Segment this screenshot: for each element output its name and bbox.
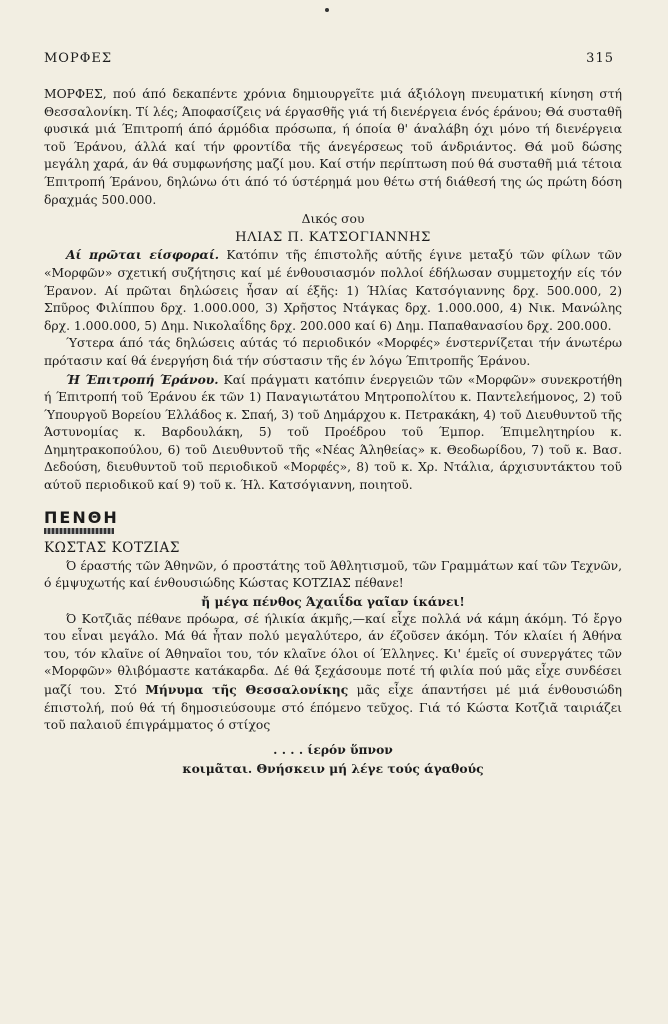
obituary-body [44, 611, 622, 735]
committee-lead: Ή Έπιτροπή Έράνου. [66, 371, 219, 387]
obituary-quote: ἤ μέγα πένθος Άχαιΐδα γαῖαν ίκάνει! [201, 594, 465, 610]
page-number: 315 [586, 51, 614, 66]
printer-dot [325, 8, 329, 12]
letter-closing: Δικός σου [301, 212, 365, 227]
later-paragraph: Ύστερα άπό τάς δηλώσεις αύτάς τό περιοδικόν «Μορφές» ένστερνίζεται τήν άνωτέρω πρότασιν καί θά ένεργήση διά τήν σύστασιν τῆς έν λόγω Έπιτροπῆς Έράνου. [44, 336, 622, 368]
running-title: ΜΟΡΦΕΣ [44, 51, 113, 66]
section-title: ΠΕΝΘΗ [44, 507, 119, 527]
page-body [44, 86, 622, 778]
contributions-paragraph [44, 246, 622, 335]
obituary-body-end: μᾶς εἶχε άπαντήσει μέ μιά ένθουσιώδη έπιστολή, πού θά τή δημοσιεύσουμε στό έπόμενο τεῦχος. Γιά τό Κώστα Κοτζιᾶ ταιριάζει τοῦ παλαιοῦ έπιγράμματος ό στίχος [44, 683, 622, 733]
verse-line-2: κοιμᾶται. Θνήσκειν μή λέγε τούς άγαθούς [182, 761, 484, 777]
section-rule [44, 528, 114, 534]
verse-line-1: . . . . ίερόν ὕπνον [273, 741, 393, 757]
contributions-lead: Αί πρῶται είσφοραί. [66, 247, 220, 263]
obituary-name: ΚΩΣΤΑΣ ΚΟΤΖΙΑΣ [44, 540, 180, 557]
page-header [44, 51, 614, 66]
contributions-text: Κατόπιν τῆς έπιστολῆς αύτῆς έγινε μεταξύ τῶν φίλων τῶν «Μορφῶν» σχετική συζήτησις καί μέ ένθουσιασμόν πολλοί έδήλωσαν συμμετοχήν είς τόν Έρανον. Αί πρῶται δηλώσεις ἦσαν αί έξῆς: 1) Ήλίας Κατσόγιαννης δρχ. 500.000, 2) Σπῦρος Φιλίππου δρχ. 1.000.000, 3) Χρῆστος Ντάγκας δρχ. 1.000.000, 4) Νικ. Μανώλης δρχ. 1.000.000, 5) Δημ. Νικολαΐδης δρχ. 200.000 καί 6) Δημ. Παπαθανασίου δρχ. 200.000. [44, 248, 622, 333]
committee-text: Καί πράγματι κατόπιν ένεργειῶν τῶν «Μορφῶν» συνεκροτήθη ή Έπιτροπή τοῦ Έράνου έκ τῶν 1) Παναγιωτάτου Μητροπολίτου κ. Παντελεήμονος, 2) τοῦ Ύπουργοῦ Βορείου Έλλάδος κ. Σπαή, 3) τοῦ Δημάρχου κ. Πετρακάκη, 4) τοῦ Διευθυντοῦ τῆς Άστυνομίας κ. Βαρδουλάκη, 5) τοῦ Προέδρου τοῦ Έμπορ. Έπιμελητηρίου κ. Δημητρακοπούλου, 6) τοῦ Διευθυντοῦ τῆς «Νέας Άληθείας» κ. Θεοδωρίδου, 7) τοῦ κ. Βασ. Δεδούση, διευθυντοῦ τοῦ περιοδικοῦ «Μορφές», 8) τοῦ κ. Χρ. Ντάλια, άρχισυντάκτου τοῦ αύτοῦ περιοδικοῦ καί 9) τοῦ κ. Ήλ. Κατσόγιαννη, ποιητοῦ. [44, 372, 622, 493]
obituary-body-start: Ό Κοτζιᾶς πέθανε πρόωρα, σέ ήλικία άκμῆς,—καί εἶχε πολλά νά κάμη άκόμη. Τό ἔργο του εἶναι μεγάλο. Μά θά ἦταν πολύ μεγαλύτερο, άν έζοῦσεν άκόμη. Τόν κλαίει ή Άθήνα του, τόν κλαῖνε οί Άθηναῖοι του, τόν κλαῖνε όλοι οί Έλληνες. Κι' έμεῖς οί συνεργάτες τῶν «Μορφῶν» θλιβόμαστε κατάκαρδα. Δέ θά ξεχάσουμε ποτέ τή φιλία πού μᾶς εἶχε συνδέσει μαζί του. Στό [44, 611, 622, 697]
committee-paragraph [44, 371, 622, 495]
obituary-body-bold: Μήνυμα τῆς Θεσσαλονίκης [145, 682, 349, 697]
letter-paragraph: ΜΟΡΦΕΣ, πού άπό δεκαπέντε χρόνια δημιουργεῖτε μιά άξιόλογη πνευματική κίνηση στή Θεσσαλονίκη. Τί λές; Άποφασίζεις νά έργασθῆς γιά τή διενέργεια ένός έράνου; Θά συσταθῆ φυσικά μιά Έπιτροπή άπό άρμόδια πρόσωπα, ή όποία θ' άναλάβη όχι μόνο τή διενέργεια τοῦ Έράνου, άλλά καί τήν φροντίδα τῆς άνεγέρσεως τοῦ άνδριάντος. Θά μοῦ δώσης μεγάλη χαρά, άν θά συμφωνήσης μαζί μου. Καί στήν περίπτωση πού θά συσταθῆ μιά τέτοια Έπιτροπή Έράνου, δηλώνω ότι άπό τό ύστέρημά μου θέτω στή διάθεσή της ώς πρώτη δόση δραχμάς 500.000. [44, 87, 622, 207]
letter-signature: ΗΛΙΑΣ Π. ΚΑΤΣΟΓΙΑΝΝΗΣ [235, 229, 431, 245]
obituary-intro: Ό έραστής τῶν Άθηνῶν, ό προστάτης τοῦ Άθλητισμοῦ, τῶν Γραμμάτων καί τῶν Τεχνῶν, ό έμψυχωτής καί ένθουσιώδης Κώστας ΚΟΤΖΙΑΣ πέθανε! [44, 558, 622, 591]
